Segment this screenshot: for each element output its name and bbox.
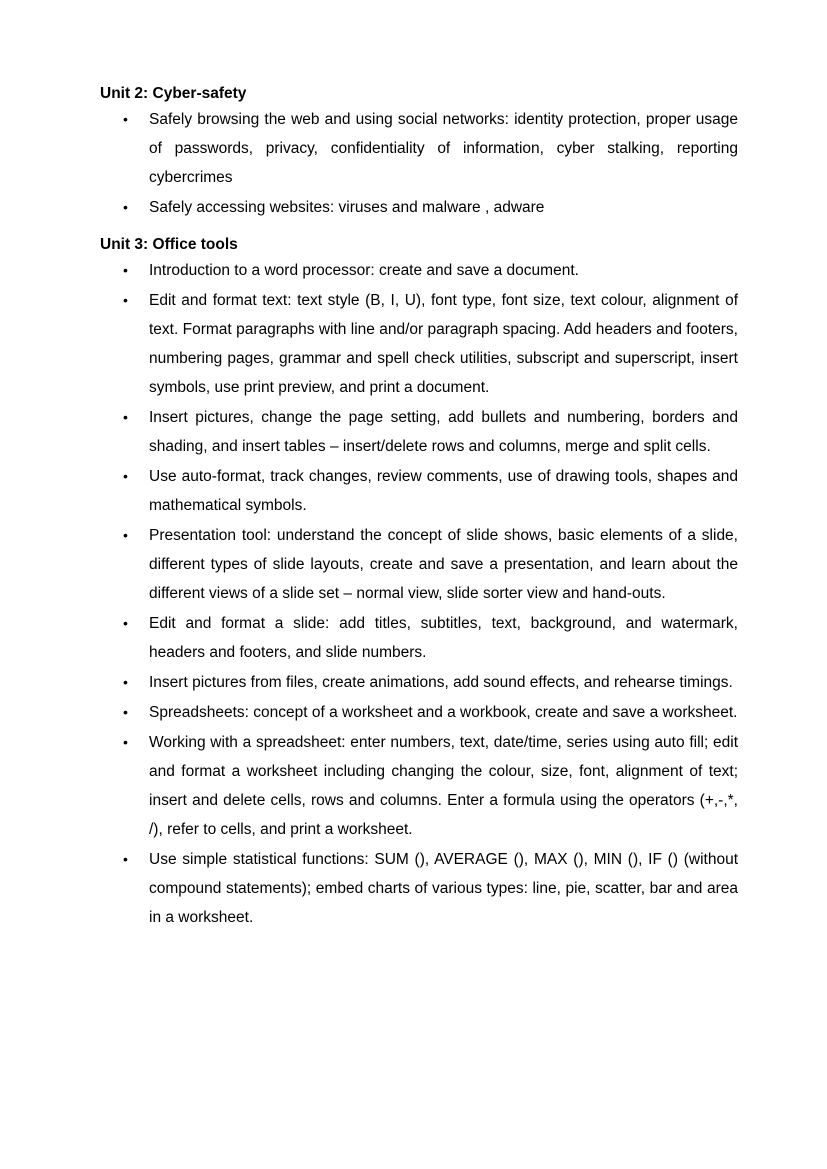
- list-item: [100, 105, 738, 192]
- bullet-icon: •: [123, 292, 128, 308]
- unit-section-cyber-safety: [100, 83, 738, 222]
- bullet-icon: •: [123, 262, 128, 278]
- list-item-text: Use auto-format, track changes, review comments, use of drawing tools, shapes and mathematical symbols.: [149, 468, 738, 514]
- bullet-icon: •: [123, 734, 128, 750]
- bullet-icon: •: [123, 468, 128, 484]
- document-page: [100, 83, 738, 933]
- list-item-text: Edit and format text: text style (B, I, U), font type, font size, text colour, alignment of text. Format paragraphs with line and/or paragraph spacing. Add headers and footers, numbering pages, grammar and spell check utilities, subscript and superscript, insert symbols, use print preview, and print a document.: [149, 292, 738, 396]
- bullet-icon: •: [123, 409, 128, 425]
- list-item: [100, 193, 738, 222]
- list-item-text: Introduction to a word processor: create and save a document.: [149, 262, 579, 279]
- list-item: [100, 521, 738, 608]
- list-item-text: Spreadsheets: concept of a worksheet and a workbook, create and save a worksheet.: [149, 704, 738, 721]
- list-item-text: Safely accessing websites: viruses and malware , adware: [149, 199, 545, 216]
- list-item-text: Edit and format a slide: add titles, subtitles, text, background, and watermark, headers and footers, and slide numbers.: [149, 615, 738, 661]
- list-item: [100, 286, 738, 402]
- bullet-list: [100, 256, 738, 932]
- unit-heading: Unit 2: Cyber-safety: [100, 85, 247, 102]
- list-item: [100, 609, 738, 667]
- bullet-icon: •: [123, 851, 128, 867]
- list-item: [100, 845, 738, 932]
- list-item-text: Insert pictures, change the page setting, add bullets and numbering, borders and shading, and insert tables – insert/delete rows and columns, merge and split cells.: [149, 409, 738, 455]
- unit-heading: Unit 3: Office tools: [100, 236, 238, 253]
- bullet-icon: •: [123, 111, 128, 127]
- list-item-text: Presentation tool: understand the concept of slide shows, basic elements of a slide, different types of slide layouts, create and save a presentation, and learn about the different views of a slide set – normal view, slide sorter view and hand-outs.: [149, 527, 738, 602]
- bullet-icon: •: [123, 704, 128, 720]
- list-item-text: Working with a spreadsheet: enter numbers, text, date/time, series using auto fill; edit and format a worksheet including changing the colour, size, font, alignment of text; insert and delete cells, rows and columns. Enter a formula using the operators (+,-,*, /), refer to cells, and print a worksheet.: [149, 734, 738, 838]
- list-item: [100, 256, 738, 285]
- bullet-icon: •: [123, 674, 128, 690]
- list-item: [100, 728, 738, 844]
- bullet-list: [100, 105, 738, 222]
- list-item: [100, 403, 738, 461]
- list-item: [100, 668, 738, 697]
- list-item: [100, 462, 738, 520]
- list-item-text: Safely browsing the web and using social networks: identity protection, proper usage of passwords, privacy, confidentiality of information, cyber stalking, reporting cybercrimes: [149, 111, 738, 186]
- bullet-icon: •: [123, 615, 128, 631]
- list-item: [100, 698, 738, 727]
- list-item-text: Use simple statistical functions: SUM (), AVERAGE (), MAX (), MIN (), IF () (without compound statements); embed charts of various types: line, pie, scatter, bar and area in a worksheet.: [149, 851, 738, 926]
- bullet-icon: •: [123, 199, 128, 215]
- list-item-text: Insert pictures from files, create animations, add sound effects, and rehearse timings.: [149, 674, 733, 691]
- unit-section-office-tools: [100, 234, 738, 932]
- bullet-icon: •: [123, 527, 128, 543]
